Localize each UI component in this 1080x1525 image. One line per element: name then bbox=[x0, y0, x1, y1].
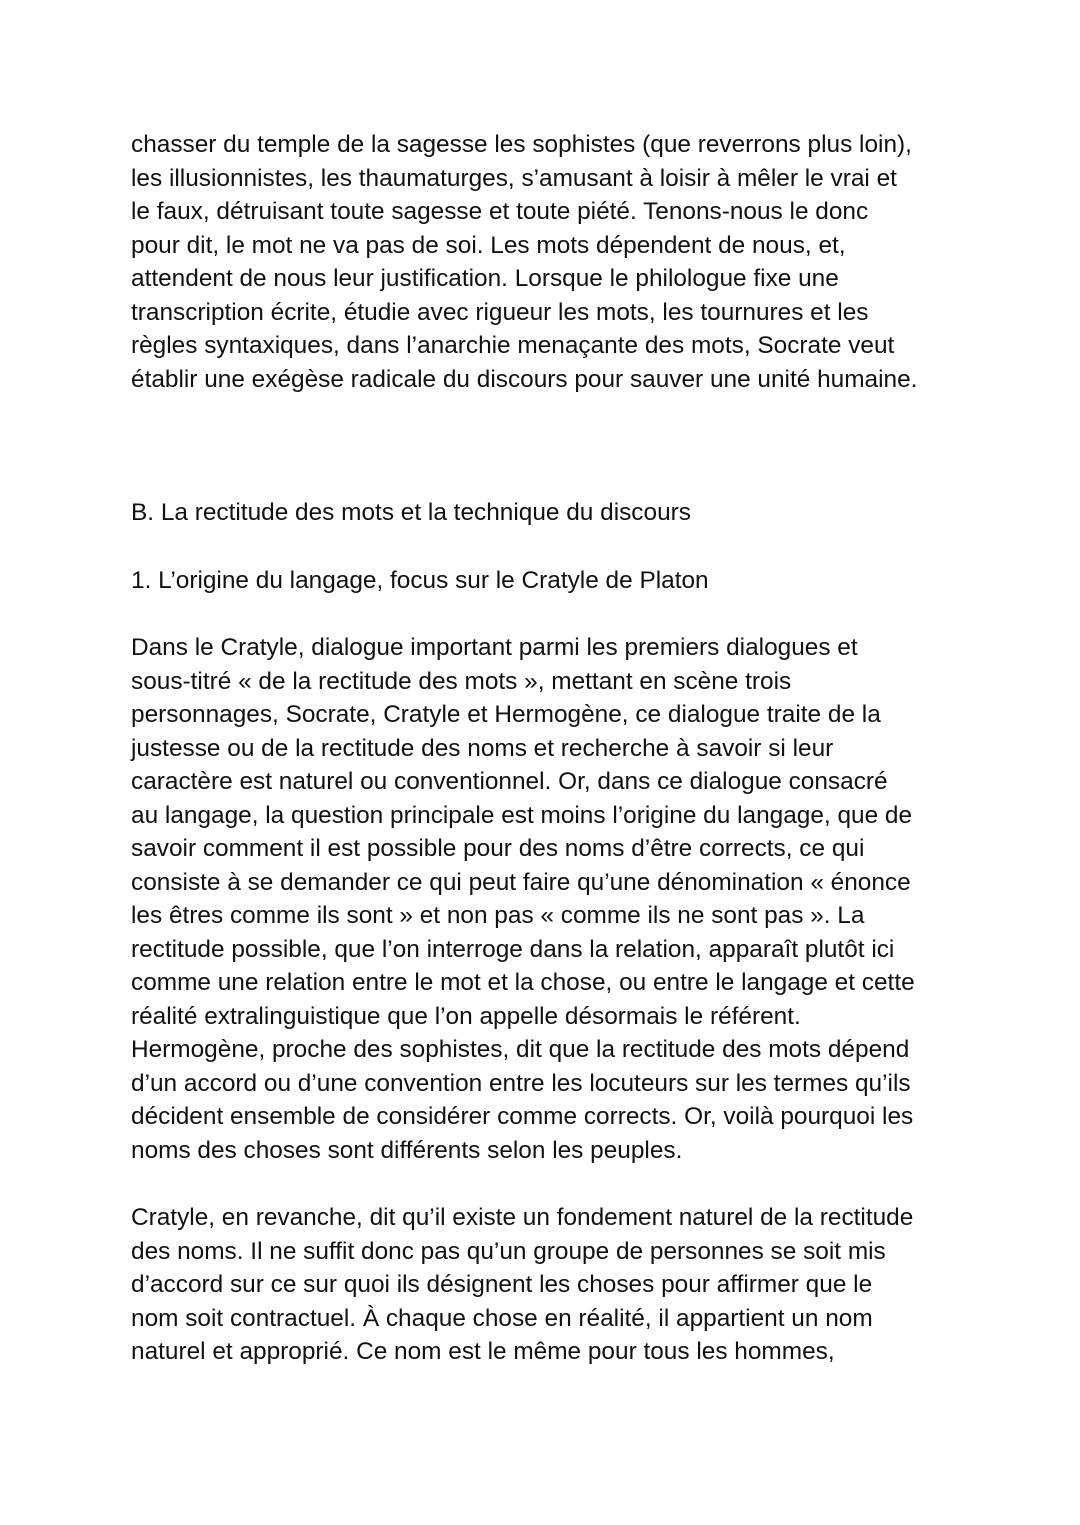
paragraph-3 bbox=[131, 1201, 961, 1369]
text-line: Cratyle, en revanche, dit qu’il existe un fondement naturel de la rectitude bbox=[131, 1204, 914, 1231]
text-line: Hermogène, proche des sophistes, dit que la rectitude des mots dépend bbox=[131, 1036, 910, 1063]
section-heading: B. La rectitude des mots et la technique du discours bbox=[131, 499, 691, 526]
text-line: Dans le Cratyle, dialogue important parmi les premiers dialogues et bbox=[131, 634, 858, 661]
text-line: réalité extralinguistique que l’on appelle désormais le référent. bbox=[131, 1002, 801, 1030]
text-line: sous-titré « de la rectitude des mots », mettant en scène trois bbox=[131, 667, 792, 695]
subsection-heading: 1. L’origine du langage, focus sur le Cratyle de Platon bbox=[131, 566, 709, 594]
text-line: comme une relation entre le mot et la chose, ou entre le langage et cette bbox=[131, 969, 915, 996]
text-line: les illusionnistes, les thaumaturges, s’amusant à loisir à mêler le vrai et bbox=[131, 164, 897, 192]
text-line: consiste à se demander ce qui peut faire qu’une dénomination « énonce bbox=[131, 868, 911, 896]
text-line: décident ensemble de considérer comme corrects. Or, voilà pourquoi les bbox=[131, 1103, 914, 1130]
text-line: le faux, détruisant toute sagesse et toute piété. Tenons-nous le donc bbox=[131, 198, 869, 225]
text-line: au langage, la question principale est moins l’origine du langage, que de bbox=[131, 801, 913, 829]
text-line: chasser du temple de la sagesse les sophistes (que reverrons plus loin), bbox=[131, 131, 912, 158]
document-page bbox=[131, 128, 961, 1369]
text-line: caractère est naturel ou conventionnel. Or, dans ce dialogue consacré bbox=[131, 768, 888, 795]
text-line: naturel et approprié. Ce nom est le même pour tous les hommes, bbox=[131, 1338, 835, 1365]
text-line: noms des choses sont différents selon les peuples. bbox=[131, 1136, 683, 1164]
text-line: d’un accord ou d’une convention entre les locuteurs sur les termes qu’ils bbox=[131, 1069, 911, 1097]
text-line: les êtres comme ils sont » et non pas « comme ils ne sont pas ». La bbox=[131, 902, 865, 929]
spacer bbox=[131, 1167, 961, 1201]
spacer bbox=[131, 597, 961, 631]
paragraph-1 bbox=[131, 128, 961, 396]
text-line: nom soit contractuel. À chaque chose en réalité, il appartient un nom bbox=[131, 1304, 873, 1332]
text-line: justesse ou de la rectitude des noms et recherche à savoir si leur bbox=[131, 734, 834, 762]
text-line: attendent de nous leur justification. Lorsque le philologue fixe une bbox=[131, 265, 839, 292]
spacer bbox=[131, 396, 961, 496]
paragraph-2 bbox=[131, 631, 961, 1167]
text-line: établir une exégèse radicale du discours pour sauver une unité humaine. bbox=[131, 365, 918, 393]
text-line: savoir comment il est possible pour des noms d’être corrects, ce qui bbox=[131, 835, 865, 862]
text-line: des noms. Il ne suffit donc pas qu’un groupe de personnes se soit mis bbox=[131, 1237, 886, 1265]
spacer bbox=[131, 530, 961, 564]
text-line: pour dit, le mot ne va pas de soi. Les mots dépendent de nous, et, bbox=[131, 231, 846, 259]
text-line: personnages, Socrate, Cratyle et Hermogène, ce dialogue traite de la bbox=[131, 701, 881, 728]
text-line: d’accord sur ce sur quoi ils désignent les choses pour affirmer que le bbox=[131, 1271, 873, 1298]
text-line: rectitude possible, que l’on interroge dans la relation, apparaît plutôt ici bbox=[131, 935, 895, 963]
text-line: règles syntaxiques, dans l’anarchie menaçante des mots, Socrate veut bbox=[131, 332, 895, 359]
text-line: transcription écrite, étudie avec rigueur les mots, les tournures et les bbox=[131, 298, 869, 326]
